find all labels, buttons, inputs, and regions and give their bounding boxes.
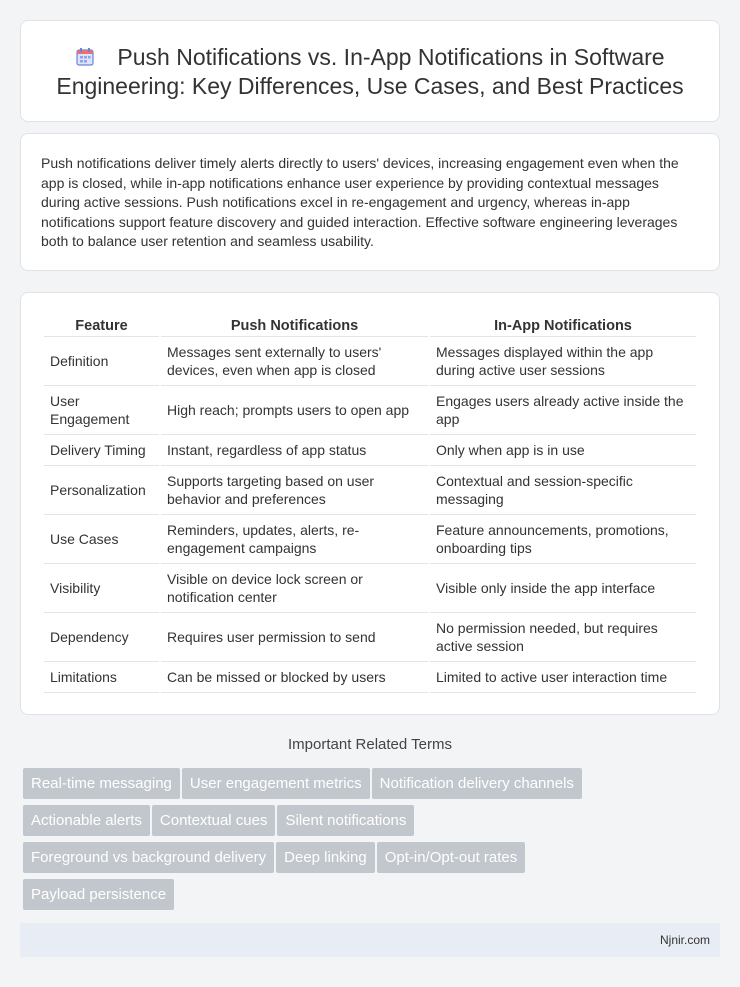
inapp-cell: Messages displayed within the app during active user sessions [430,337,696,386]
table-row [44,337,696,386]
related-term-tag[interactable]: Foreground vs background delivery [23,842,274,873]
related-term-tag[interactable]: User engagement metrics [182,768,370,799]
feature-cell: Visibility [44,564,159,613]
related-term-tag[interactable]: Real-time messaging [23,768,180,799]
header-feature: Feature [44,313,159,337]
feature-cell: Use Cases [44,515,159,564]
related-term-tag[interactable]: Silent notifications [277,805,414,836]
push-cell: Reminders, updates, alerts, re-engagement campaigns [161,515,428,564]
title-text: Push Notifications vs. In-App Notifications in Software Engineering: Key Differences, Use Cases, and Best Practices [56,44,684,99]
table-row [44,515,696,564]
related-term-tag[interactable]: Deep linking [276,842,375,873]
push-cell: Can be missed or blocked by users [161,662,428,693]
calendar-icon [75,47,95,67]
feature-cell: Definition [44,337,159,386]
feature-cell: Dependency [44,613,159,662]
inapp-cell: Only when app is in use [430,435,696,466]
table-row [44,613,696,662]
feature-cell: User Engagement [44,386,159,435]
related-term-tag[interactable]: Contextual cues [152,805,276,836]
footer-site-link[interactable]: Njnir.com [659,933,710,947]
table-row [44,662,696,693]
inapp-cell: Limited to active user interaction time [430,662,696,693]
header-push: Push Notifications [161,313,428,337]
related-term-tag[interactable]: Opt-in/Opt-out rates [377,842,526,873]
comparison-table-card [20,292,720,715]
header-inapp: In-App Notifications [430,313,696,337]
inapp-cell: Engages users already active inside the app [430,386,696,435]
inapp-cell: Feature announcements, promotions, onboarding tips [430,515,696,564]
push-cell: Requires user permission to send [161,613,428,662]
inapp-cell: Contextual and session-specific messaging [430,466,696,515]
title-card [20,20,720,122]
push-cell: Supports targeting based on user behavior and preferences [161,466,428,515]
table-row [44,386,696,435]
feature-cell: Personalization [44,466,159,515]
table-row [44,435,696,466]
table-row [44,466,696,515]
related-term-tag[interactable]: Notification delivery channels [372,768,582,799]
inapp-cell: No permission needed, but requires active session [430,613,696,662]
related-terms-list [23,768,723,916]
table-row [44,564,696,613]
push-cell: Instant, regardless of app status [161,435,428,466]
summary-paragraph: Push notifications deliver timely alerts directly to users' devices, increasing engagement even when the app is closed, while in-app notifications enhance user experience by providing contextual messages during active sessions. Push notifications excel in re-engagement and urgency, whereas in-app notifications support feature discovery and guided interaction. Effective software engineering leverages both to balance user retention and seamless usability. [41,155,679,249]
feature-cell: Delivery Timing [44,435,159,466]
summary-card [20,133,720,271]
related-terms-heading: Important Related Terms [288,736,452,753]
table-header-row [44,313,696,337]
page-title [41,43,699,101]
inapp-cell: Visible only inside the app interface [430,564,696,613]
related-term-tag[interactable]: Payload persistence [23,879,174,910]
feature-cell: Limitations [44,662,159,693]
comparison-table [42,313,698,693]
push-cell: Messages sent externally to users' devices, even when app is closed [161,337,428,386]
footer [20,923,720,957]
push-cell: Visible on device lock screen or notification center [161,564,428,613]
related-term-tag[interactable]: Actionable alerts [23,805,150,836]
push-cell: High reach; prompts users to open app [161,386,428,435]
